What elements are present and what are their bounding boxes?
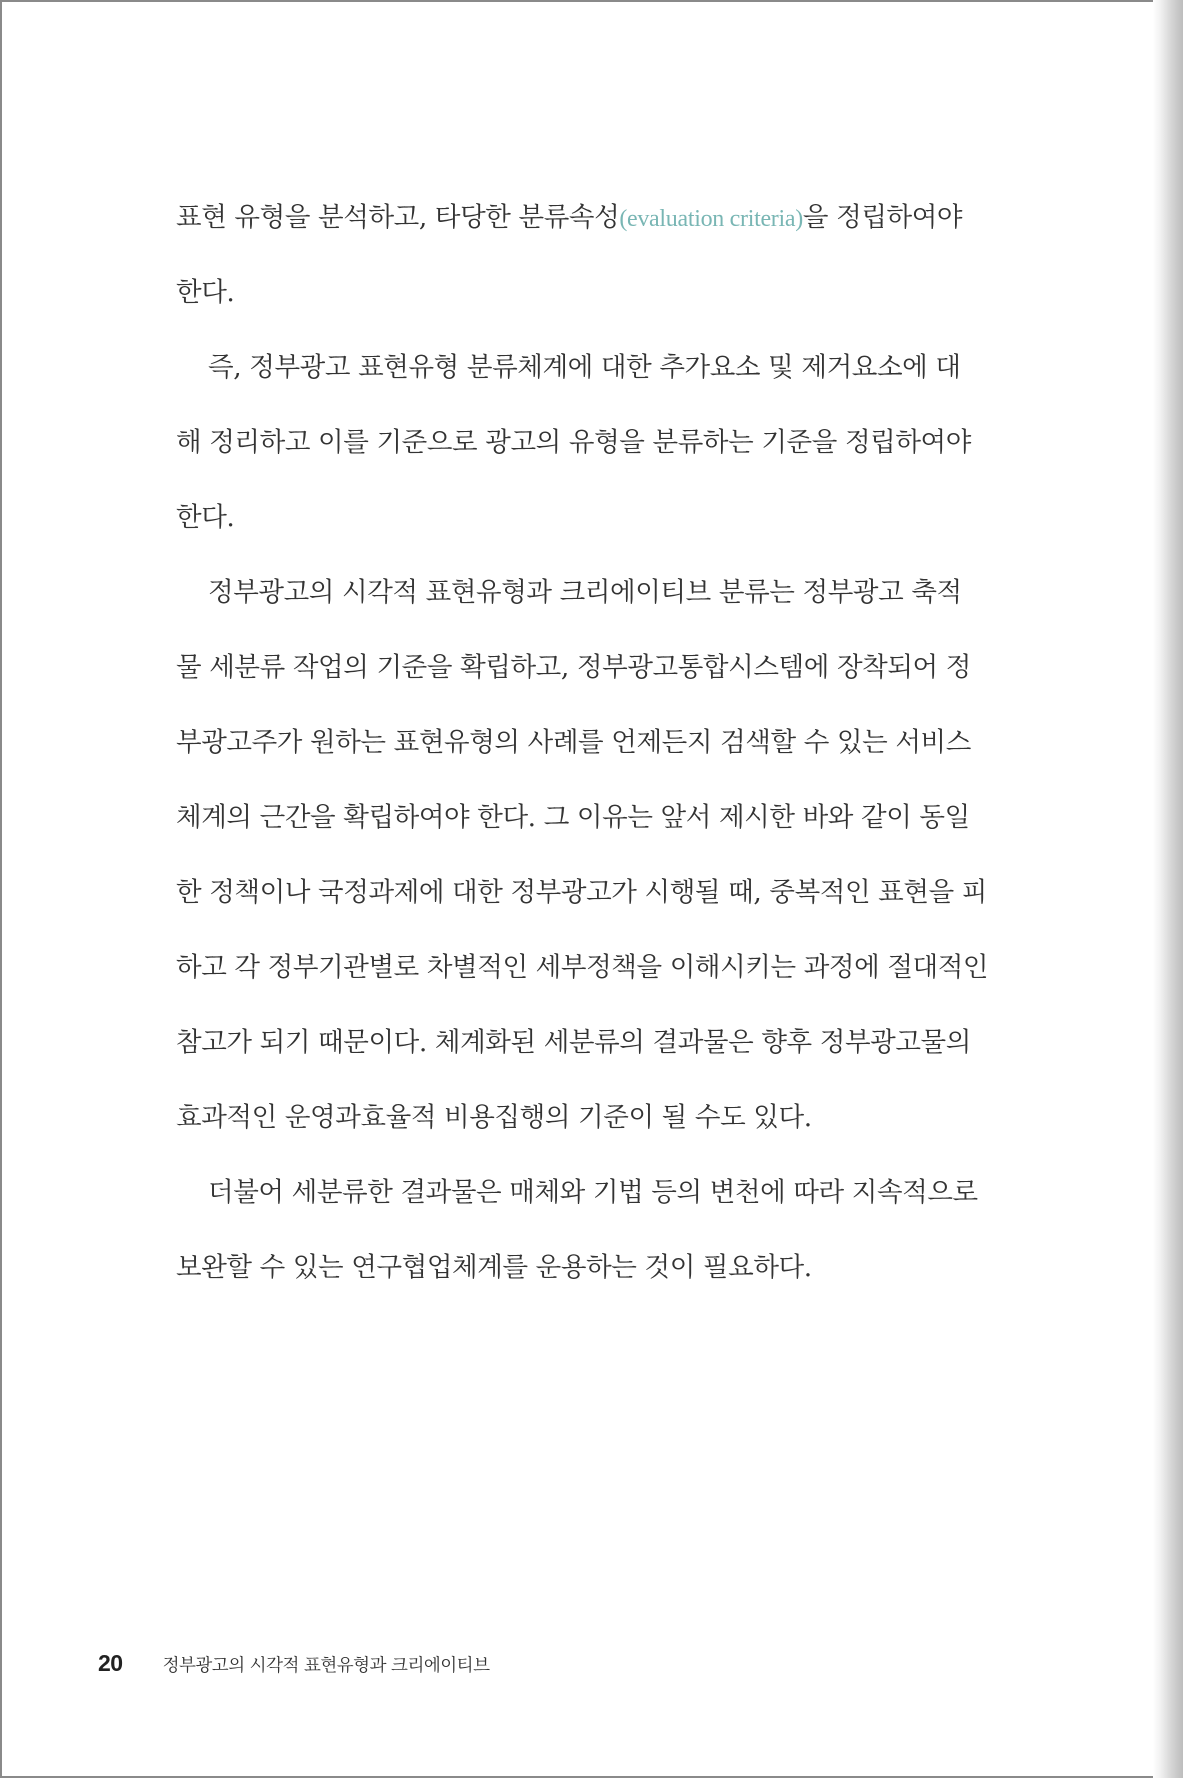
- running-title: 정부광고의 시각적 표현유형과 크리에이티브: [162, 1656, 490, 1676]
- text-line: 효과적인 운영과효율적 비용집행의 기준이 될 수도 있다.: [176, 1102, 812, 1133]
- text-line: [176, 185, 986, 260]
- text-line: 한다.: [176, 502, 235, 533]
- paragraph-1: [176, 185, 986, 335]
- text-line: 해 정리하고 이를 기준으로 광고의 유형을 분류하는 기준을 정립하여야: [176, 427, 971, 458]
- text-line: 보완할 수 있는 연구협업체계를 운용하는 것이 필요하다.: [176, 1252, 812, 1283]
- text-line: 부광고주가 원하는 표현유형의 사례를 언제든지 검색할 수 있는 서비스: [176, 727, 971, 758]
- text-line: 하고 각 정부기관별로 차별적인 세부정책을 이해시키는 과정에 절대적인: [176, 952, 989, 983]
- paragraph-3: [176, 560, 989, 1160]
- text-segment: 표현 유형을 분석하고, 타당한 분류속성: [176, 202, 620, 233]
- text-line: 참고가 되기 때문이다. 체계화된 세분류의 결과물은 향후 정부광고물의: [176, 1027, 971, 1058]
- paragraph-4: [176, 1160, 986, 1310]
- paragraph-2: [176, 335, 986, 560]
- page-footer: [98, 1650, 489, 1677]
- text-line: 체계의 근간을 확립하여야 한다. 그 이유는 앞서 제시한 바와 같이 동일: [176, 802, 970, 833]
- text-line: 더불어 세분류한 결과물은 매체와 기법 등의 변천에 따라 지속적으로: [208, 1177, 978, 1208]
- body-text: [176, 185, 989, 1310]
- text-line: 한 정책이나 국정과제에 대한 정부광고가 시행될 때, 중복적인 표현을 피: [176, 877, 988, 908]
- text-line: 물 세분류 작업의 기준을 확립하고, 정부광고통합시스템에 장착되어 정: [176, 652, 971, 683]
- text-line: 한다.: [176, 277, 235, 308]
- text-segment: 을 정립하여야: [802, 202, 963, 233]
- page-number: 20: [98, 1650, 123, 1676]
- text-line: 정부광고의 시각적 표현유형과 크리에이티브 분류는 정부광고 축적: [208, 577, 962, 608]
- page-edge-shadow: [1153, 0, 1183, 1778]
- text-line: 즉, 정부광고 표현유형 분류체계에 대한 추가요소 및 제거요소에 대: [208, 352, 961, 383]
- latin-term: (evaluation criteria): [619, 206, 803, 232]
